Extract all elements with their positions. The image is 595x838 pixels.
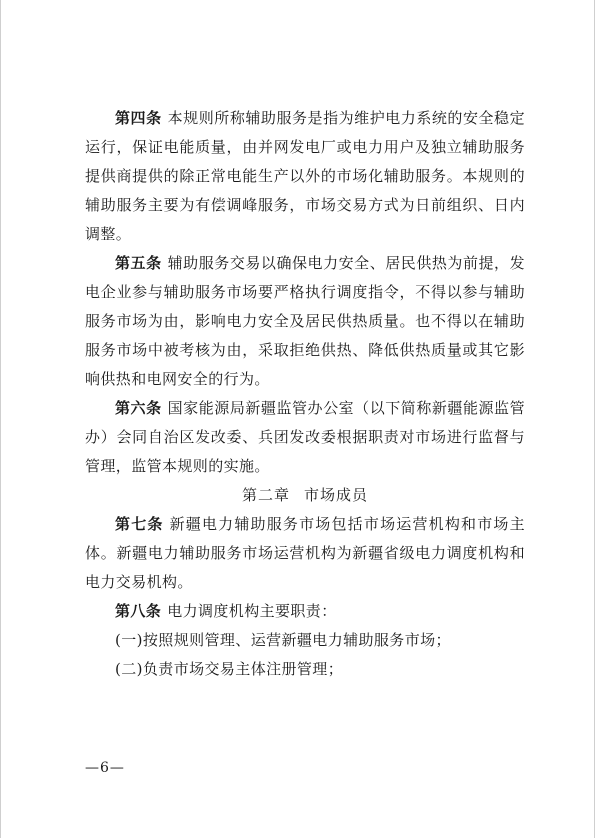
chapter-title: 市场成员 — [304, 486, 369, 504]
article-text: 本规则所称辅助服务是指为维护电力系统的安全稳定运行，保证电能质量，由并网发电厂或电力用户及独立辅助服务提供商提供的除正常电能生产以外的市场化辅助服务。本规则的辅助服务主要为有偿调峰服务，市场交易方式为日前组织、日内调整。 — [85, 109, 526, 243]
page-number: —6— — [85, 760, 125, 776]
article-paragraph-5 — [85, 249, 525, 394]
list-item: (二)负责市场交易主体注册管理； — [115, 660, 344, 678]
article-text: 新疆电力辅助服务市场包括市场运营机构和市场主体。新疆电力辅助服务市场运营机构为新疆省级电力调度机构和电力交易机构。 — [85, 515, 525, 591]
article-heading: 第八条 — [115, 602, 162, 620]
article-paragraph-4 — [85, 104, 525, 249]
list-item: (一)按照规则管理、运营新疆电力辅助服务市场； — [115, 631, 451, 649]
article-paragraph-8 — [85, 597, 525, 626]
article-text: 国家能源局新疆监管办公室（以下简称新疆能源监管办）会同自治区发改委、兵团发改委根据职责对市场进行监督与管理，监管本规则的实施。 — [85, 399, 526, 475]
article-paragraph-6 — [85, 394, 525, 481]
article-text: 辅助服务交易以确保电力安全、居民供热为前提，发电企业参与辅助服务市场要严格执行调度指令，不得以参与辅助服务市场为由，影响电力安全及居民供热质量。也不得以在辅助服务市场中被考核为由，采取拒绝供热、降低供热质量或其它影响供热和电网安全的行为。 — [85, 254, 526, 388]
article-heading: 第四条 — [115, 109, 162, 127]
chapter-heading — [85, 481, 525, 510]
article-heading: 第六条 — [115, 399, 162, 417]
document-body — [85, 104, 525, 684]
article-heading: 第七条 — [115, 515, 164, 533]
chapter-number: 第二章 — [241, 486, 290, 504]
article-paragraph-7 — [85, 510, 525, 597]
article-heading: 第五条 — [115, 254, 162, 272]
article-text: 电力调度机构主要职责： — [167, 602, 337, 620]
